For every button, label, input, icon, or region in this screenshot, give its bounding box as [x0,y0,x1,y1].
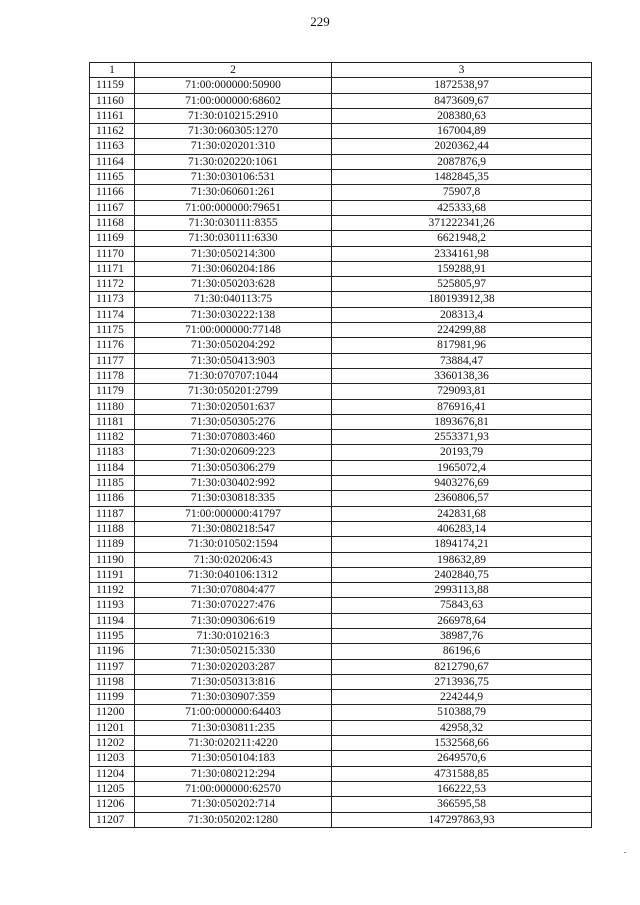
table-row [90,521,592,536]
cadastral-number-cell: 71:30:050413:903 [135,353,332,368]
table-row [90,751,592,766]
cadastral-number-cell: 71:30:020206:43 [135,552,332,567]
cadastral-value-cell: 2334161,98 [332,246,592,261]
row-number-cell: 11199 [90,690,135,705]
table-row [90,460,592,475]
table-row [90,231,592,246]
cadastral-number-cell: 71:30:050104:183 [135,751,332,766]
table-row [90,323,592,338]
row-number-cell: 11173 [90,292,135,307]
cadastral-value-cell: 406283,14 [332,521,592,536]
row-number-cell: 11197 [90,659,135,674]
row-number-cell: 11191 [90,567,135,582]
table-row [90,506,592,521]
cadastral-value-cell: 817981,96 [332,338,592,353]
row-number-cell: 11188 [90,521,135,536]
cadastral-number-cell: 71:30:020609:223 [135,445,332,460]
cadastral-number-cell: 71:30:020501:637 [135,399,332,414]
cadastral-value-cell: 208380,63 [332,108,592,123]
cadastral-value-cell: 371222341,26 [332,215,592,230]
cadastral-value-cell: 266978,64 [332,613,592,628]
table-row [90,338,592,353]
cadastral-number-cell: 71:30:010215:2910 [135,108,332,123]
cadastral-value-cell: 8212790,67 [332,659,592,674]
table-row [90,292,592,307]
cadastral-value-cell: 208313,4 [332,307,592,322]
page-number: 229 [310,14,330,29]
row-number-cell: 11165 [90,170,135,185]
cadastral-number-cell: 71:00:000000:50900 [135,78,332,93]
column-header-row-number: 1 [90,63,135,78]
table-row [90,628,592,643]
cadastral-value-cell: 876916,41 [332,399,592,414]
table-row [90,78,592,93]
cadastral-value-cell: 159288,91 [332,261,592,276]
cadastral-value-cell: 2553371,93 [332,430,592,445]
cadastral-number-cell: 71:30:060204:186 [135,261,332,276]
row-number-cell: 11184 [90,460,135,475]
row-number-cell: 11167 [90,200,135,215]
row-number-cell: 11177 [90,353,135,368]
table-row [90,674,592,689]
table-row [90,154,592,169]
table-row [90,766,592,781]
cadastral-value-cell: 2360806,57 [332,491,592,506]
table-row [90,399,592,414]
cadastral-number-cell: 71:00:000000:68602 [135,93,332,108]
cadastral-number-cell: 71:30:050202:1280 [135,812,332,827]
row-number-cell: 11174 [90,307,135,322]
table-row [90,93,592,108]
cadastral-number-cell: 71:30:050201:2799 [135,384,332,399]
row-number-cell: 11190 [90,552,135,567]
row-number-cell: 11170 [90,246,135,261]
cadastral-number-cell: 71:30:030907:359 [135,690,332,705]
cadastral-value-cell: 2087876,9 [332,154,592,169]
cadastral-number-cell: 71:30:070803:460 [135,430,332,445]
cadastral-value-table [89,62,592,828]
table-row [90,537,592,552]
cadastral-value-cell: 3360138,36 [332,368,592,383]
table-row [90,430,592,445]
scan-speck [624,852,626,853]
table-header-row [90,63,592,78]
cadastral-value-cell: 6621948,2 [332,231,592,246]
row-number-cell: 11189 [90,537,135,552]
cadastral-number-cell: 71:30:080218:547 [135,521,332,536]
table-row [90,108,592,123]
cadastral-number-cell: 71:00:000000:62570 [135,781,332,796]
table-row [90,812,592,827]
table-row [90,384,592,399]
cadastral-number-cell: 71:30:020211:4220 [135,736,332,751]
row-number-cell: 11182 [90,430,135,445]
table-row [90,185,592,200]
row-number-cell: 11201 [90,720,135,735]
cadastral-number-cell: 71:30:070707:1044 [135,368,332,383]
row-number-cell: 11196 [90,644,135,659]
cadastral-number-cell: 71:30:050202:714 [135,797,332,812]
table-row [90,720,592,735]
table-row [90,476,592,491]
cadastral-number-cell: 71:30:030402:992 [135,476,332,491]
cadastral-value-cell: 198632,89 [332,552,592,567]
cadastral-number-cell: 71:30:050306:279 [135,460,332,475]
cadastral-value-cell: 1872538,97 [332,78,592,93]
table-body [90,78,592,828]
row-number-cell: 11187 [90,506,135,521]
table-row [90,170,592,185]
table-row [90,491,592,506]
cadastral-value-cell: 2402840,75 [332,567,592,582]
row-number-cell: 11183 [90,445,135,460]
table-row [90,124,592,139]
row-number-cell: 11176 [90,338,135,353]
row-number-cell: 11204 [90,766,135,781]
cadastral-value-cell: 73884,47 [332,353,592,368]
row-number-cell: 11178 [90,368,135,383]
cadastral-number-cell: 71:30:030818:335 [135,491,332,506]
row-number-cell: 11185 [90,476,135,491]
cadastral-number-cell: 71:30:030111:6330 [135,231,332,246]
row-number-cell: 11163 [90,139,135,154]
row-number-cell: 11193 [90,598,135,613]
cadastral-value-cell: 1482845,35 [332,170,592,185]
cadastral-number-cell: 71:00:000000:79651 [135,200,332,215]
row-number-cell: 11172 [90,277,135,292]
cadastral-value-cell: 2649570,6 [332,751,592,766]
row-number-cell: 11203 [90,751,135,766]
cadastral-number-cell: 71:30:050313:816 [135,674,332,689]
table-row [90,705,592,720]
row-number-cell: 11171 [90,261,135,276]
row-number-cell: 11194 [90,613,135,628]
cadastral-value-cell: 8473609,67 [332,93,592,108]
cadastral-number-cell: 71:30:030106:531 [135,170,332,185]
cadastral-value-cell: 180193912,38 [332,292,592,307]
cadastral-number-cell: 71:30:030111:8355 [135,215,332,230]
cadastral-number-cell: 71:30:080212:294 [135,766,332,781]
cadastral-number-cell: 71:30:050215:330 [135,644,332,659]
cadastral-number-cell: 71:30:040106:1312 [135,567,332,582]
cadastral-value-cell: 729093,81 [332,384,592,399]
cadastral-number-cell: 71:30:060601:261 [135,185,332,200]
table-row [90,368,592,383]
row-number-cell: 11175 [90,323,135,338]
cadastral-value-cell: 75843,63 [332,598,592,613]
table-row [90,567,592,582]
cadastral-value-cell: 38987,76 [332,628,592,643]
row-number-cell: 11180 [90,399,135,414]
cadastral-value-cell: 147297863,93 [332,812,592,827]
cadastral-value-cell: 224244,9 [332,690,592,705]
cadastral-number-cell: 71:30:020203:287 [135,659,332,674]
table-row [90,736,592,751]
table-row [90,261,592,276]
row-number-cell: 11202 [90,736,135,751]
cadastral-number-cell: 71:30:070804:477 [135,583,332,598]
row-number-cell: 11160 [90,93,135,108]
table-row [90,583,592,598]
table-row [90,797,592,812]
row-number-cell: 11192 [90,583,135,598]
row-number-cell: 11198 [90,674,135,689]
cadastral-number-cell: 71:30:050203:628 [135,277,332,292]
row-number-cell: 11161 [90,108,135,123]
cadastral-value-cell: 525805,97 [332,277,592,292]
cadastral-value-cell: 1965072,4 [332,460,592,475]
row-number-cell: 11181 [90,414,135,429]
row-number-cell: 11169 [90,231,135,246]
cadastral-number-cell: 71:30:010502:1594 [135,537,332,552]
cadastral-value-cell: 166222,53 [332,781,592,796]
cadastral-number-cell: 71:30:010216:3 [135,628,332,643]
cadastral-value-cell: 425333,68 [332,200,592,215]
table-row [90,139,592,154]
cadastral-value-cell: 510388,79 [332,705,592,720]
table-row [90,353,592,368]
table-row [90,659,592,674]
table-row [90,644,592,659]
row-number-cell: 11166 [90,185,135,200]
cadastral-number-cell: 71:30:070227:476 [135,598,332,613]
row-number-cell: 11186 [90,491,135,506]
row-number-cell: 11162 [90,124,135,139]
table-row [90,277,592,292]
cadastral-value-cell: 2713936,75 [332,674,592,689]
row-number-cell: 11205 [90,781,135,796]
cadastral-number-cell: 71:30:040113:75 [135,292,332,307]
cadastral-value-cell: 366595,58 [332,797,592,812]
row-number-cell: 11168 [90,215,135,230]
cadastral-number-cell: 71:30:030222:138 [135,307,332,322]
cadastral-number-cell: 71:00:000000:41797 [135,506,332,521]
row-number-cell: 11179 [90,384,135,399]
table-row [90,307,592,322]
row-number-cell: 11206 [90,797,135,812]
cadastral-value-cell: 167004,89 [332,124,592,139]
cadastral-number-cell: 71:30:020220:1061 [135,154,332,169]
table-row [90,552,592,567]
cadastral-value-cell: 2993113,88 [332,583,592,598]
cadastral-value-cell: 2020362,44 [332,139,592,154]
cadastral-number-cell: 71:30:050214:300 [135,246,332,261]
cadastral-value-cell: 86196,6 [332,644,592,659]
cadastral-value-cell: 75907,8 [332,185,592,200]
table-row [90,445,592,460]
row-number-cell: 11200 [90,705,135,720]
table-row [90,690,592,705]
column-header-cadastral-value: 3 [332,63,592,78]
cadastral-number-cell: 71:30:030811:235 [135,720,332,735]
column-header-cadastral-number: 2 [135,63,332,78]
table-row [90,613,592,628]
cadastral-number-cell: 71:30:020201:310 [135,139,332,154]
cadastral-value-cell: 9403276,69 [332,476,592,491]
cadastral-value-cell: 4731588,85 [332,766,592,781]
cadastral-number-cell: 71:30:050204:292 [135,338,332,353]
table-row [90,414,592,429]
cadastral-value-cell: 242831,68 [332,506,592,521]
cadastral-value-cell: 224299,88 [332,323,592,338]
cadastral-value-cell: 1893676,81 [332,414,592,429]
table-row [90,200,592,215]
cadastral-number-cell: 71:30:050305:276 [135,414,332,429]
cadastral-value-cell: 1894174,21 [332,537,592,552]
cadastral-value-cell: 1532568,66 [332,736,592,751]
row-number-cell: 11159 [90,78,135,93]
table-row [90,246,592,261]
cadastral-number-cell: 71:30:090306:619 [135,613,332,628]
cadastral-number-cell: 71:30:060305:1270 [135,124,332,139]
row-number-cell: 11195 [90,628,135,643]
cadastral-number-cell: 71:00:000000:77148 [135,323,332,338]
cadastral-value-cell: 42958,32 [332,720,592,735]
cadastral-value-cell: 20193,79 [332,445,592,460]
row-number-cell: 11207 [90,812,135,827]
table-row [90,598,592,613]
row-number-cell: 11164 [90,154,135,169]
cadastral-number-cell: 71:00:000000:64403 [135,705,332,720]
table-row [90,215,592,230]
table-row [90,781,592,796]
